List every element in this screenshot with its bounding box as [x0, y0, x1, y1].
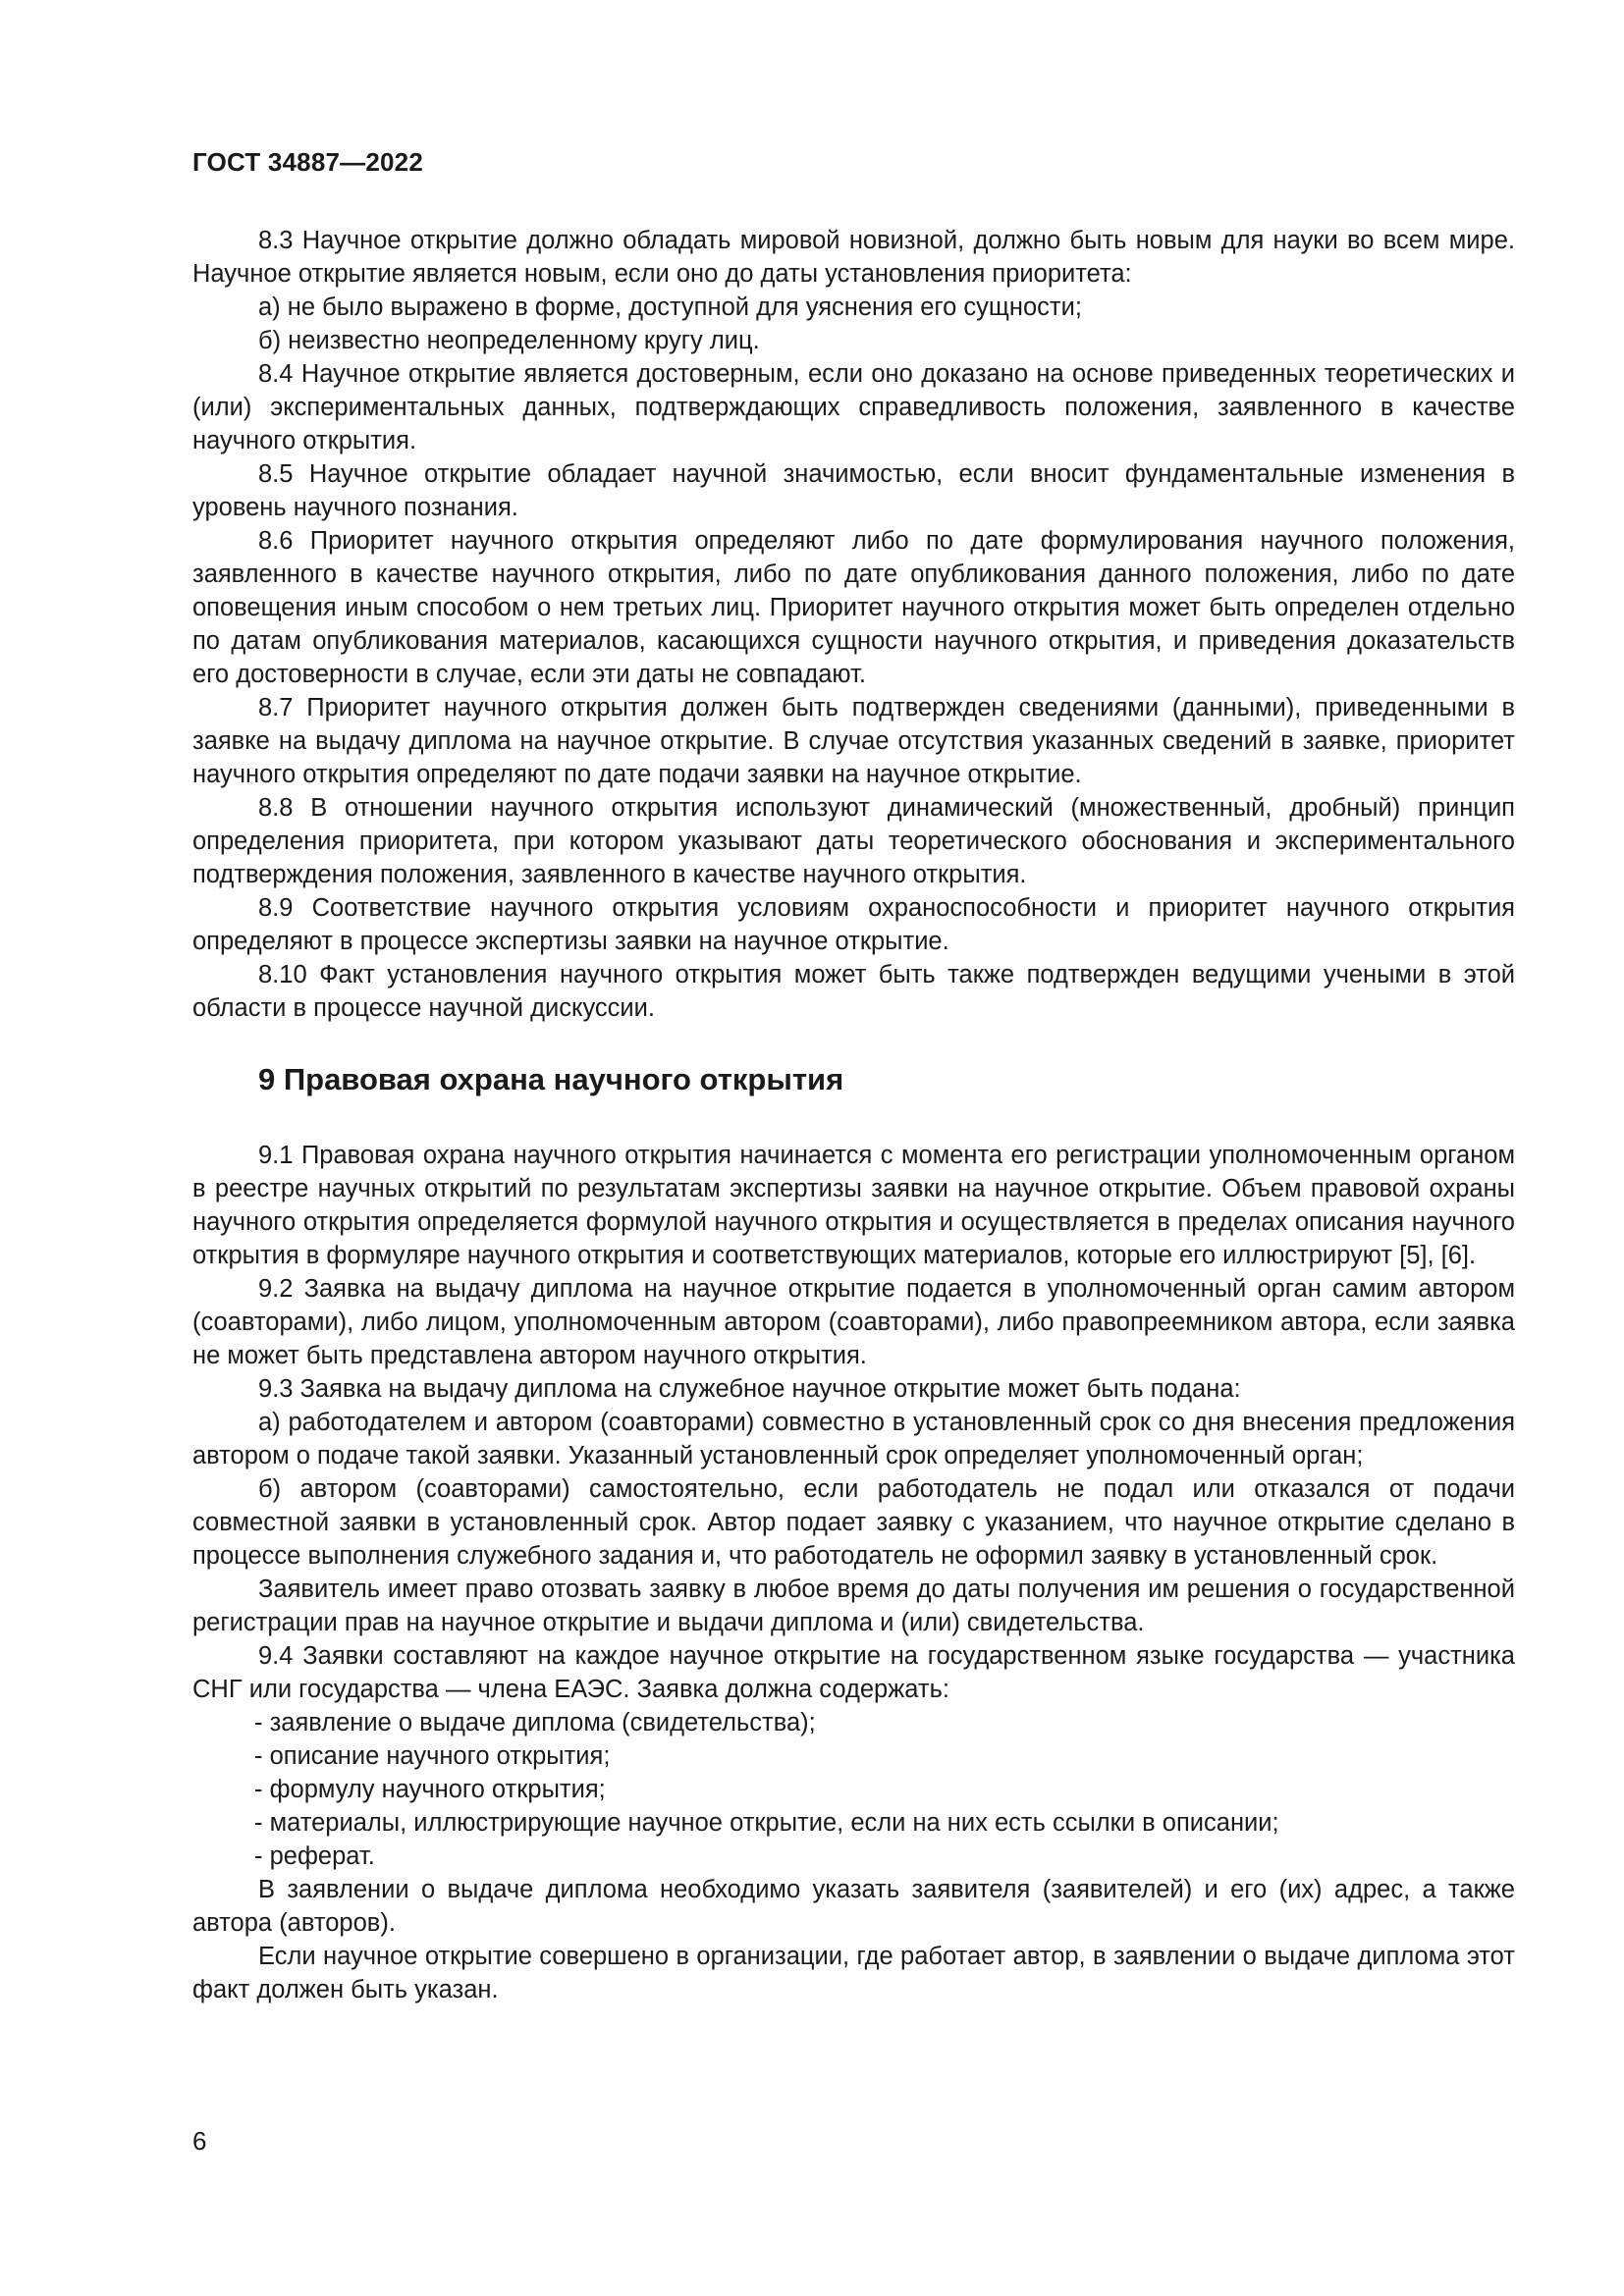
paragraph-8-3-a: а) не было выражено в форме, доступной для уяснения его сущности;: [258, 294, 1082, 321]
paragraph-9-3: 9.3 Заявка на выдачу диплома на служебное научное открытие может быть подана:: [258, 1375, 1241, 1403]
list-item: - реферат.: [254, 1842, 375, 1870]
list-item: - заявление о выдаче диплома (свидетельства);: [254, 1709, 816, 1736]
paragraph-8-10: 8.10 Факт установления научного открытия может быть также подтвержден ведущими учеными в этой области в процессе научной дискуссии.: [192, 961, 1515, 1022]
list-item: - формулу научного открытия;: [254, 1776, 606, 1803]
paragraph-8-3: 8.3 Научное открытие должно обладать мировой новизной, должно быть новым для науки во всем мире. Научное открытие является новым, если оно до даты установления приоритета:: [192, 227, 1515, 288]
paragraph-9-3-a: а) работодателем и автором (соавторами) совместно в установленный срок со дня внесения предложения автором о подаче такой заявки. Указанный установленный срок определяет уполномоченный орган;: [192, 1409, 1515, 1469]
paragraph-8-7: 8.7 Приоритет научного открытия должен быть подтвержден сведениями (данными), приведенными в заявке на выдачу диплома на научное открытие. В случае отсутствия указанных сведений в заявке, приоритет научного открытия определяют по дате подачи заявки на научное открытие.: [192, 694, 1515, 788]
document-body: [192, 224, 1515, 2006]
paragraph-8-9: 8.9 Соответствие научного открытия условиям охраноспособности и приоритет научного открытия определяют в процессе экспертизы заявки на научное открытие.: [192, 894, 1515, 955]
paragraph-9-1: 9.1 Правовая охрана научного открытия начинается с момента его регистрации уполномоченным органом в реестре научных открытий по результатам экспертизы заявки на научное открытие. Объем правовой охраны научного открытия определяется формулой научного открытия и осуществляется в пределах описания научного открытия в формуляре научного открытия и соответствующих материалов, которые его иллюстрируют [5], [6].: [192, 1142, 1515, 1269]
paragraph-8-6: 8.6 Приоритет научного открытия определяют либо по дате формулирования научного положения, заявленного в качестве научного открытия, либо по дате опубликования данного положения, либо по дате оповещения иным способом о нем третьих лиц. Приоритет научного открытия может быть определен отдельно по датам опубликования материалов, касающихся сущности научного открытия, и приведения доказательств его достоверности в случае, если эти даты не совпадают.: [192, 527, 1515, 688]
paragraph-9-3-b: б) автором (соавторами) самостоятельно, если работодатель не подал или отказался от подачи совместной заявки в установленный срок. Автор подает заявку с указанием, что научное открытие сделано в процессе выполнения служебного задания и, что работодатель не оформил заявку в установленный срок.: [192, 1475, 1515, 1570]
list-item: - материалы, иллюстрирующие научное открытие, если на них есть ссылки в описании;: [254, 1809, 1279, 1837]
paragraph-9-2: 9.2 Заявка на выдачу диплома на научное открытие подается в уполномоченный орган самим автором (соавторами), либо лицом, уполномоченным автором (соавторами), либо правопреемником автора, если заявка не может быть представлена автором научного открытия.: [192, 1275, 1515, 1369]
paragraph-applicant: В заявлении о выдаче диплома необходимо указать заявителя (заявителей) и его (их) адрес, а также автора (авторов).: [192, 1876, 1515, 1937]
document-header: ГОСТ 34887—2022: [192, 147, 423, 177]
paragraph-organization: Если научное открытие совершено в организации, где работает автор, в заявлении о выдаче диплома этот факт должен быть указан.: [192, 1943, 1515, 2003]
paragraph-8-8: 8.8 В отношении научного открытия используют динамический (множественный, дробный) принцип определения приоритета, при котором указывают даты теоретического обоснования и экспериментального подтверждения положения, заявленного в качестве научного открытия.: [192, 794, 1515, 888]
paragraph-8-3-b: б) неизвестно неопределенному кругу лиц.: [258, 327, 760, 354]
paragraph-9-4: 9.4 Заявки составляют на каждое научное открытие на государственном языке государства — участника СНГ или государства — члена ЕАЭС. Заявка должна содержать:: [192, 1642, 1515, 1703]
section-9-heading: 9 Правовая охрана научного открытия: [258, 1062, 844, 1096]
list-item: - описание научного открытия;: [254, 1742, 611, 1770]
page-number: 6: [192, 2126, 207, 2156]
paragraph-8-4: 8.4 Научное открытие является достоверным, если оно доказано на основе приведенных теоретических и (или) экспериментальных данных, подтверждающих справедливость положения, заявленного в качестве научного открытия.: [192, 360, 1515, 454]
paragraph-8-5: 8.5 Научное открытие обладает научной значимостью, если вносит фундаментальные изменения в уровень научного познания.: [192, 460, 1515, 521]
paragraph-withdrawal: Заявитель имеет право отозвать заявку в любое время до даты получения им решения о государственной регистрации прав на научное открытие и выдачи диплома и (или) свидетельства.: [192, 1575, 1515, 1636]
